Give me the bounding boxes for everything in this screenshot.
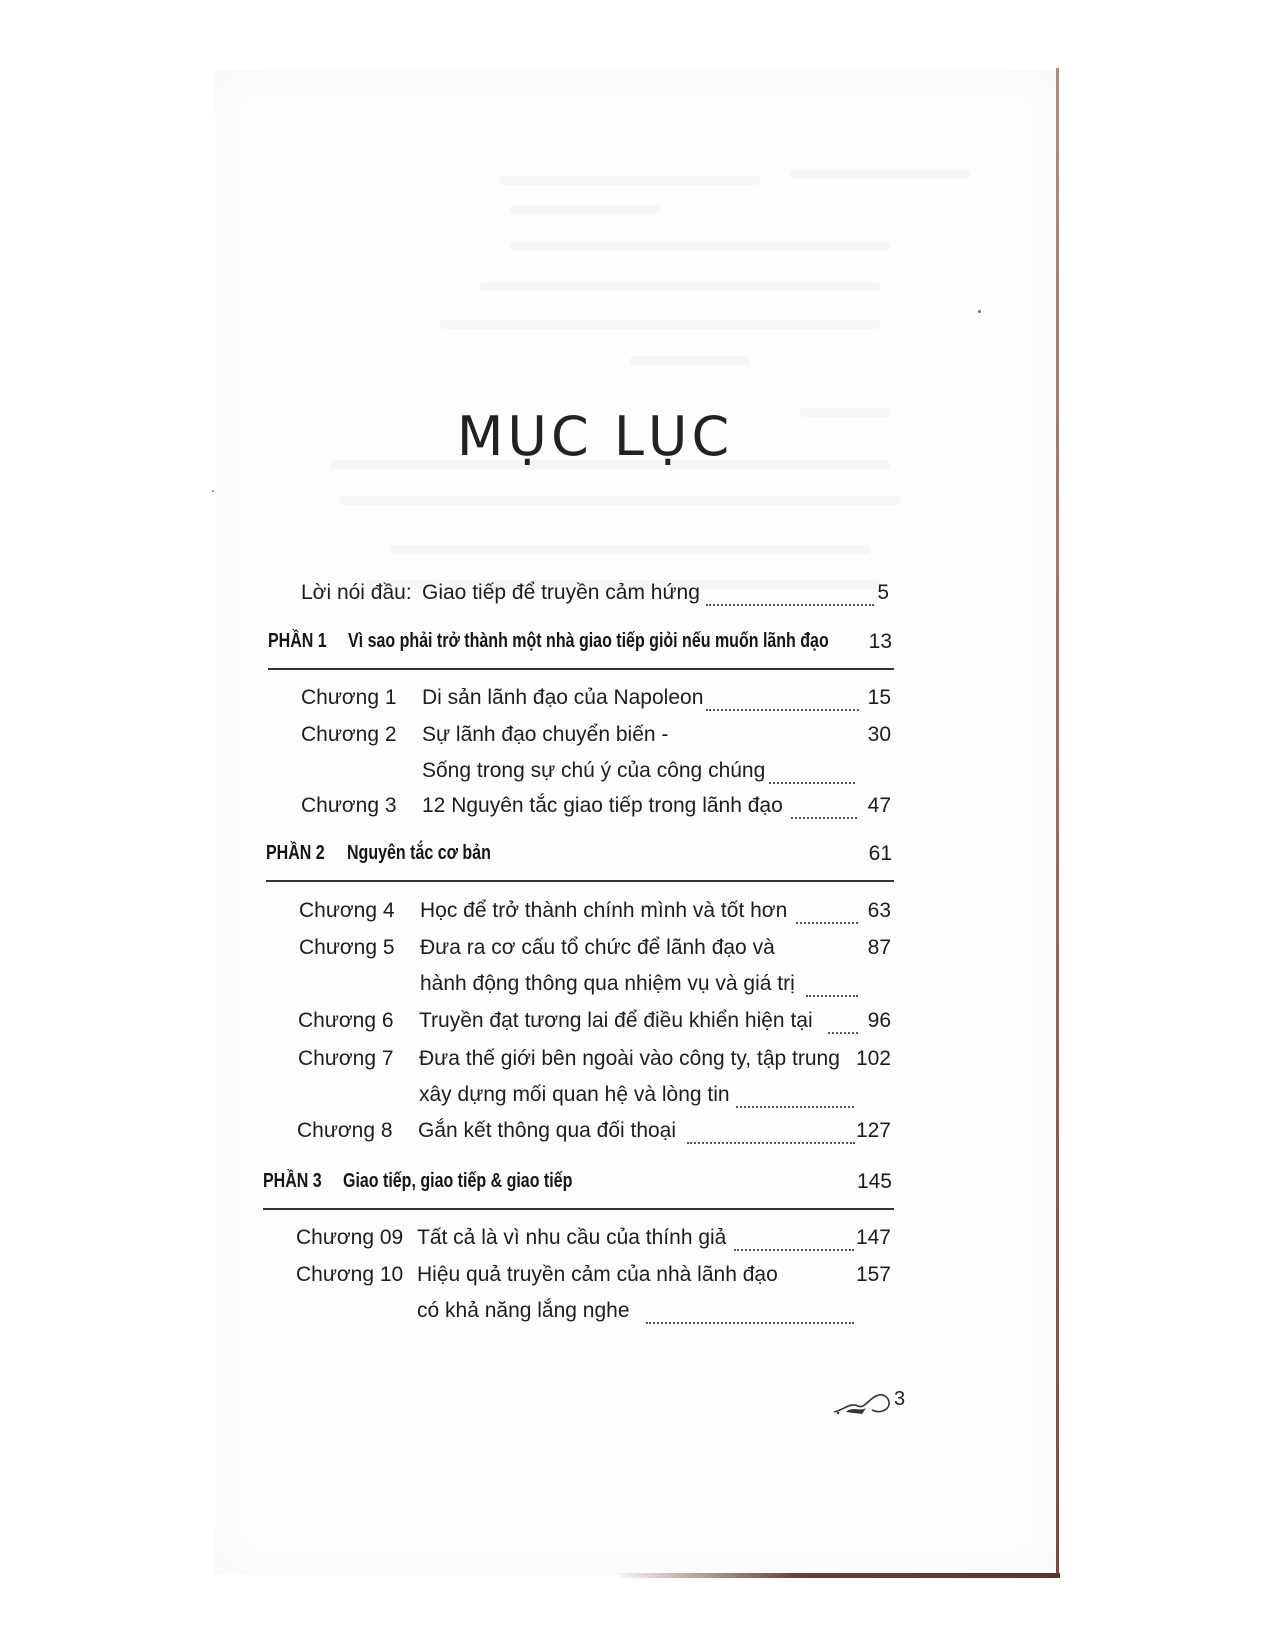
chapter-title-line-1: Đưa thế giới bên ngoài vào công ty, tập trung	[419, 1047, 840, 1070]
leader-dots	[706, 602, 874, 606]
toc-entry-chapter-6[interactable]	[298, 1003, 891, 1039]
chapter-title: Học để trở thành chính mình và tốt hơn	[420, 899, 788, 922]
chapter-title-line-1: Sự lãnh đạo chuyển biến -	[422, 723, 669, 746]
part-label: PHẦN 1	[268, 630, 327, 652]
leader-dots	[687, 1140, 855, 1144]
chapter-label: Chương 4	[299, 899, 395, 922]
chapter-title-line-1: Đưa ra cơ cấu tổ chức để lãnh đạo và	[420, 936, 775, 959]
page-number: 3	[894, 1388, 906, 1410]
leader-dots	[791, 815, 857, 819]
chapter-page: 96	[867, 1009, 891, 1032]
part-label: PHẦN 3	[263, 1170, 322, 1192]
part-title: Giao tiếp, giao tiếp & giao tiếp	[343, 1170, 573, 1192]
toc-entry-chapter-7[interactable]	[298, 1041, 891, 1113]
footer-ornament-icon	[832, 1388, 892, 1418]
chapter-page: 157	[855, 1263, 891, 1286]
toc-entry-chapter-4[interactable]	[299, 893, 891, 929]
chapter-title-line-2: hành động thông qua nhiệm vụ và giá trị	[420, 972, 795, 995]
part-heading-1[interactable]	[268, 628, 894, 670]
chapter-label: Chương 10	[296, 1263, 404, 1286]
leader-dots	[769, 780, 855, 784]
chapter-label: Chương 3	[301, 794, 397, 817]
scan-speck	[978, 310, 981, 313]
part-page: 13	[868, 630, 892, 653]
chapter-label: Chương 5	[299, 936, 395, 959]
chapter-page: 87	[867, 936, 891, 959]
toc-entry-chapter-9[interactable]	[296, 1220, 891, 1256]
chapter-label: Chương 6	[298, 1009, 394, 1032]
chapter-label: Chương 2	[301, 723, 397, 746]
part-page: 61	[868, 842, 892, 865]
chapter-title-line-2: xây dựng mối quan hệ và lòng tin	[419, 1083, 730, 1106]
toc-entry-preface[interactable]	[301, 575, 891, 611]
toc-entry-page: 5	[877, 581, 889, 604]
toc-entry-chapter-2[interactable]	[301, 717, 891, 789]
chapter-page: 147	[855, 1226, 891, 1249]
part-heading-2[interactable]	[266, 840, 894, 882]
toc-entry-chapter-3[interactable]	[301, 788, 891, 824]
chapter-label: Chương 09	[296, 1226, 404, 1249]
leader-dots	[828, 1030, 858, 1034]
part-page: 145	[856, 1170, 892, 1193]
toc-entry-chapter-5[interactable]	[299, 930, 891, 1002]
toc-entry-chapter-1[interactable]	[301, 680, 891, 716]
toc-entry-label: Lời nói đầu:	[301, 581, 412, 604]
chapter-page: 127	[855, 1119, 891, 1142]
part-title: Nguyên tắc cơ bản	[347, 842, 491, 864]
page-title: MỤC LỤC	[456, 405, 734, 468]
chapter-page: 15	[867, 686, 891, 709]
toc-entry-chapter-8[interactable]	[297, 1113, 891, 1149]
chapter-page: 47	[867, 794, 891, 817]
toc-entry-chapter-10[interactable]	[296, 1257, 891, 1329]
leader-dots	[806, 993, 858, 997]
part-label: PHẦN 2	[266, 842, 325, 864]
leader-dots	[796, 920, 858, 924]
chapter-title: Di sản lãnh đạo của Napoleon	[422, 686, 704, 709]
chapter-title: Tất cả là vì nhu cầu của thính giả	[417, 1226, 727, 1249]
chapter-label: Chương 7	[298, 1047, 394, 1070]
leader-dots	[734, 1247, 854, 1251]
chapter-title-line-2: có khả năng lắng nghe	[417, 1299, 630, 1322]
chapter-label: Chương 8	[297, 1119, 393, 1142]
leader-dots	[736, 1104, 854, 1108]
leader-dots	[706, 707, 859, 711]
chapter-title-line-2: Sống trong sự chú ý của công chúng	[422, 759, 766, 782]
scan-speck	[212, 490, 214, 492]
leader-dots	[646, 1320, 854, 1324]
chapter-title: Gắn kết thông qua đối thoại	[418, 1119, 677, 1142]
chapter-title: 12 Nguyên tắc giao tiếp trong lãnh đạo	[422, 794, 783, 817]
chapter-page: 102	[855, 1047, 891, 1070]
toc-entry-title: Giao tiếp để truyền cảm hứng	[422, 581, 700, 604]
part-title: Vì sao phải trở thành một nhà giao tiếp giỏi nếu muốn lãnh đạo	[348, 630, 829, 652]
chapter-title-line-1: Hiệu quả truyền cảm của nhà lãnh đạo	[417, 1263, 778, 1286]
chapter-title: Truyền đạt tương lai để điều khiển hiện tại	[419, 1009, 813, 1032]
chapter-page: 30	[867, 723, 891, 746]
chapter-page: 63	[867, 899, 891, 922]
part-heading-3[interactable]	[263, 1168, 894, 1210]
chapter-label: Chương 1	[301, 686, 397, 709]
